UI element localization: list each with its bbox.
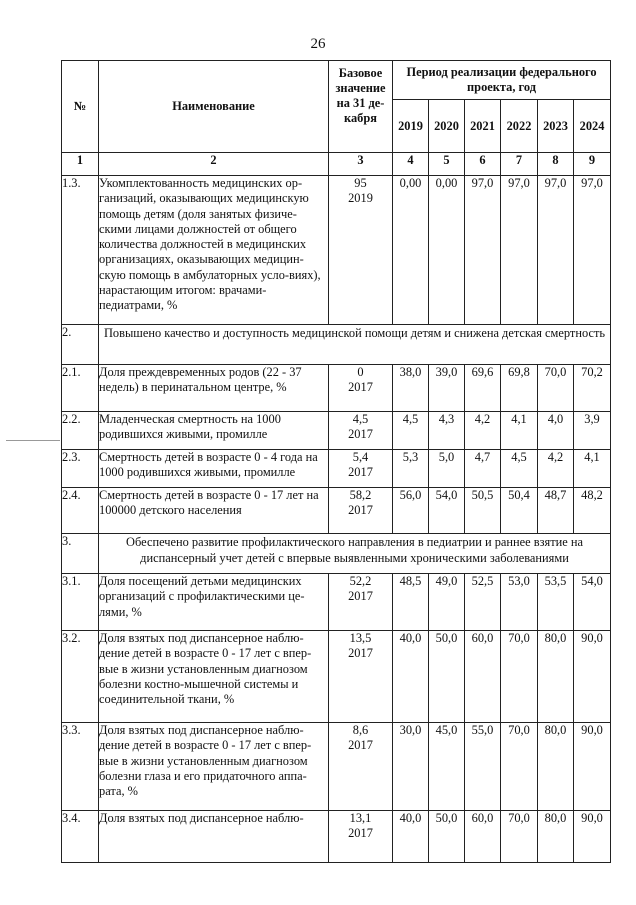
year-value: 90,0 [574, 811, 611, 863]
year-value: 60,0 [465, 811, 501, 863]
year-value: 30,0 [393, 723, 429, 811]
page-number: 26 [310, 36, 326, 52]
year-value: 54,0 [429, 488, 465, 534]
base-value-cell [329, 176, 393, 325]
column-number: 2 [99, 153, 329, 176]
year-value: 4,0 [538, 412, 574, 450]
base-value-cell [329, 631, 393, 723]
year-value: 48,7 [538, 488, 574, 534]
table-row [62, 631, 611, 723]
row-number: 2. [62, 325, 99, 365]
base-value: 8,6 [352, 723, 369, 737]
column-number: 1 [62, 153, 99, 176]
year-value: 60,0 [465, 631, 501, 723]
year-value: 48,2 [574, 488, 611, 534]
base-year: 2017 [348, 427, 373, 441]
year-value: 50,0 [429, 811, 465, 863]
column-number: 3 [329, 153, 393, 176]
header-year: 2022 [501, 100, 538, 153]
year-value: 52,5 [465, 574, 501, 631]
base-year: 2017 [348, 826, 373, 840]
column-numbers-row [62, 153, 611, 176]
column-number: 7 [501, 153, 538, 176]
header-year: 2024 [574, 100, 611, 153]
year-value: 80,0 [538, 723, 574, 811]
row-number: 3.1. [62, 574, 99, 631]
table-body [62, 176, 611, 863]
base-year: 2017 [348, 589, 373, 603]
indicator-name: Доля взятых под диспансерное наблю-дение детей в возрасте 0 - 17 лет с впер-вые в жизни установленным диагнозом болезни костно-мышечной системы и соединительной ткани, % [99, 631, 329, 723]
row-number: 3.4. [62, 811, 99, 863]
year-value: 4,7 [465, 450, 501, 488]
table-row [62, 488, 611, 534]
year-value: 4,2 [538, 450, 574, 488]
table-header [62, 61, 611, 176]
year-value: 39,0 [429, 365, 465, 412]
indicator-name: Смертность детей в возрасте 0 - 17 лет на 100000 детского населения [99, 488, 329, 534]
year-value: 97,0 [538, 176, 574, 325]
year-value: 69,6 [465, 365, 501, 412]
base-value: 58,2 [349, 488, 372, 502]
base-value: 13,1 [349, 811, 372, 825]
base-year: 2017 [348, 380, 373, 394]
section-title: Повышено качество и доступность медицинской помощи детям и снижена детская смертность [99, 325, 611, 365]
header-year: 2020 [429, 100, 465, 153]
year-value: 4,5 [393, 412, 429, 450]
year-value: 4,5 [501, 450, 538, 488]
base-year: 2019 [348, 191, 373, 205]
year-value: 69,8 [501, 365, 538, 412]
year-value: 49,0 [429, 574, 465, 631]
year-value: 56,0 [393, 488, 429, 534]
table-row [62, 574, 611, 631]
year-value: 0,00 [429, 176, 465, 325]
base-value: 4,5 [352, 412, 369, 426]
header-period: Период реализации федерального проекта, год [393, 61, 611, 100]
base-value-cell [329, 488, 393, 534]
scan-mark [6, 440, 60, 441]
year-value: 70,0 [538, 365, 574, 412]
base-value-cell [329, 365, 393, 412]
header-no: № [62, 61, 99, 153]
base-value-cell [329, 412, 393, 450]
indicator-name: Младенческая смертность на 1000 родившихся живыми, промилле [99, 412, 329, 450]
year-value: 45,0 [429, 723, 465, 811]
year-value: 5,3 [393, 450, 429, 488]
year-value: 38,0 [393, 365, 429, 412]
header-year: 2019 [393, 100, 429, 153]
table-row [62, 811, 611, 863]
header-year: 2023 [538, 100, 574, 153]
year-value: 97,0 [465, 176, 501, 325]
year-value: 48,5 [393, 574, 429, 631]
table-row [62, 365, 611, 412]
row-number: 2.3. [62, 450, 99, 488]
section-title: Обеспечено развитие профилактического направления в педиатрии и раннее взятие на диспансерный учет детей с впервые выявленными хроническими заболеваниями [99, 534, 611, 574]
base-value: 0 [357, 365, 364, 379]
indicator-name: Доля взятых под диспансерное наблю-дение детей в возрасте 0 - 17 лет с впер-вые в жизни установленным диагнозом болезни глаза и его придаточного аппа-рата, % [99, 723, 329, 811]
year-value: 50,4 [501, 488, 538, 534]
row-number: 2.2. [62, 412, 99, 450]
base-value: 13,5 [349, 631, 372, 645]
year-value: 0,00 [393, 176, 429, 325]
year-value: 70,0 [501, 811, 538, 863]
year-value: 4,2 [465, 412, 501, 450]
table-row [62, 450, 611, 488]
section-row [62, 534, 611, 574]
base-value-cell [329, 723, 393, 811]
year-value: 4,3 [429, 412, 465, 450]
column-number: 5 [429, 153, 465, 176]
year-value: 50,0 [429, 631, 465, 723]
year-value: 55,0 [465, 723, 501, 811]
year-value: 40,0 [393, 811, 429, 863]
column-number: 9 [574, 153, 611, 176]
year-value: 54,0 [574, 574, 611, 631]
table-row [62, 723, 611, 811]
year-value: 80,0 [538, 631, 574, 723]
base-year: 2017 [348, 646, 373, 660]
base-year: 2017 [348, 738, 373, 752]
header-name: Наименование [99, 61, 329, 153]
row-number: 1.3. [62, 176, 99, 325]
base-value-cell [329, 450, 393, 488]
row-number: 3.2. [62, 631, 99, 723]
indicator-name: Укомплектованность медицинских ор-ганизаций, оказывающих медицинскую помощь детям (доля занятых физиче-скими лицами должностей от общего количества должностей в медицинских организациях, оказывающих медицин-скую помощь в амбулаторных усло-виях), нарастающим итогом: врачами-педиатрами, % [99, 176, 329, 325]
indicator-name: Доля посещений детьми медицинских организаций с профилактическими це-лями, % [99, 574, 329, 631]
indicator-name: Смертность детей в возрасте 0 - 4 года на 1000 родившихся живыми, промилле [99, 450, 329, 488]
year-value: 5,0 [429, 450, 465, 488]
year-value: 53,5 [538, 574, 574, 631]
year-value: 50,5 [465, 488, 501, 534]
column-number: 6 [465, 153, 501, 176]
column-number: 4 [393, 153, 429, 176]
year-value: 70,0 [501, 723, 538, 811]
base-year: 2017 [348, 503, 373, 517]
year-value: 97,0 [501, 176, 538, 325]
table-row [62, 412, 611, 450]
indicators-table [61, 60, 611, 863]
row-number: 3. [62, 534, 99, 574]
year-value: 90,0 [574, 723, 611, 811]
indicator-name: Доля преждевременных родов (22 - 37 недель) в перинатальном центре, % [99, 365, 329, 412]
base-year: 2017 [348, 465, 373, 479]
year-value: 4,1 [501, 412, 538, 450]
year-value: 70,2 [574, 365, 611, 412]
year-value: 70,0 [501, 631, 538, 723]
year-value: 53,0 [501, 574, 538, 631]
base-value: 5,4 [352, 450, 369, 464]
header-base: Базовое значение на 31 де-кабря [329, 61, 393, 153]
year-value: 4,1 [574, 450, 611, 488]
column-number: 8 [538, 153, 574, 176]
year-value: 90,0 [574, 631, 611, 723]
base-value: 52,2 [349, 574, 372, 588]
row-number: 3.3. [62, 723, 99, 811]
year-value: 40,0 [393, 631, 429, 723]
year-value: 97,0 [574, 176, 611, 325]
row-number: 2.1. [62, 365, 99, 412]
header-year: 2021 [465, 100, 501, 153]
section-row [62, 325, 611, 365]
year-value: 80,0 [538, 811, 574, 863]
year-value: 3,9 [574, 412, 611, 450]
base-value-cell [329, 574, 393, 631]
indicator-name: Доля взятых под диспансерное наблю- [99, 811, 329, 863]
table-row [62, 176, 611, 325]
row-number: 2.4. [62, 488, 99, 534]
base-value: 95 [354, 176, 367, 190]
base-value-cell [329, 811, 393, 863]
